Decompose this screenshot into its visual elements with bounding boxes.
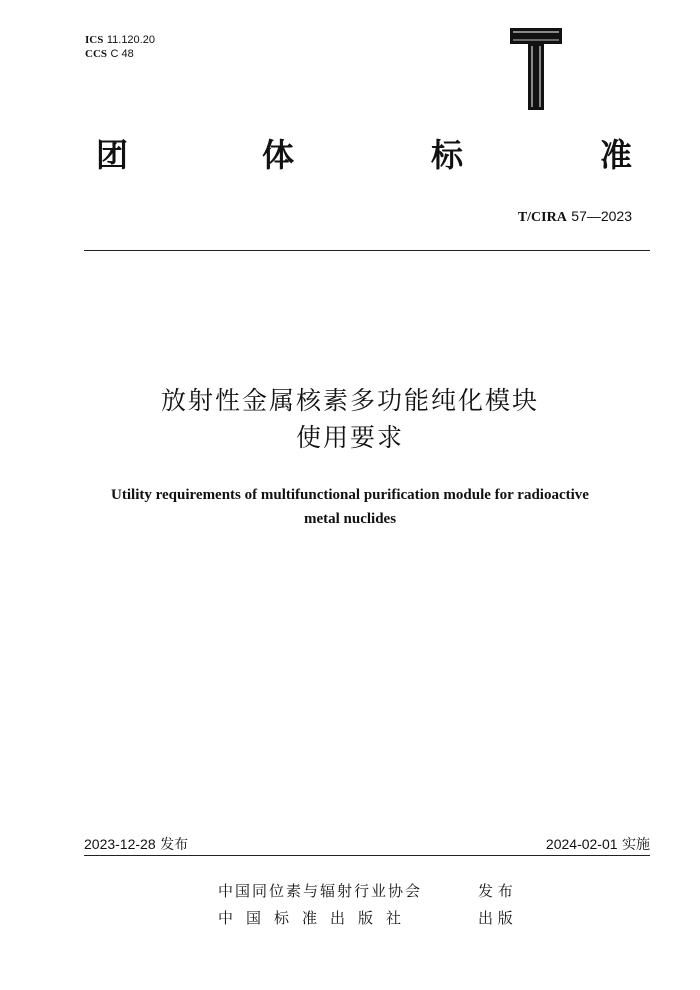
classification-codes xyxy=(85,33,155,61)
category-char-2: 体 xyxy=(262,136,295,174)
release-date-value: 2023-12-28 xyxy=(84,836,156,852)
standard-code: 57—2023 xyxy=(571,208,632,224)
release-word: 发布 xyxy=(160,837,189,853)
title-en xyxy=(60,483,640,531)
publisher-action: 出 版 xyxy=(478,909,513,927)
title-en-line1: Utility requirements of multifunctional purification module for radioactive xyxy=(111,487,589,503)
title-en-line2: metal nuclides xyxy=(303,511,397,527)
ccs-value: C 48 xyxy=(110,48,134,60)
t-logo-icon xyxy=(510,28,562,110)
effective-date-value: 2024-02-01 xyxy=(545,836,618,852)
title-cn-line1: 放射性金属核素多功能纯化模块 xyxy=(160,386,539,415)
category-char-1: 团 xyxy=(96,136,129,174)
title-cn-line2: 使用要求 xyxy=(295,423,404,452)
standard-number xyxy=(518,208,632,226)
category-char-4: 准 xyxy=(600,136,633,174)
release-date xyxy=(84,834,188,854)
ccs-label: CCS xyxy=(85,48,108,60)
publisher-name: 中国标准出版社 xyxy=(218,909,415,927)
ics-code xyxy=(85,33,155,47)
ics-value: 11.120.20 xyxy=(106,34,155,46)
category-char-3: 标 xyxy=(431,136,464,174)
bottom-divider xyxy=(84,855,650,856)
issuer-action: 发 布 xyxy=(478,882,513,900)
top-divider xyxy=(84,250,650,251)
effective-date xyxy=(546,834,650,854)
effective-word: 实施 xyxy=(622,837,650,853)
standard-prefix: T/CIRA xyxy=(517,210,567,225)
issuer-name: 中国同位素与辐射行业协会 xyxy=(218,882,423,900)
ics-label: ICS xyxy=(85,34,104,46)
ccs-code xyxy=(85,47,155,61)
